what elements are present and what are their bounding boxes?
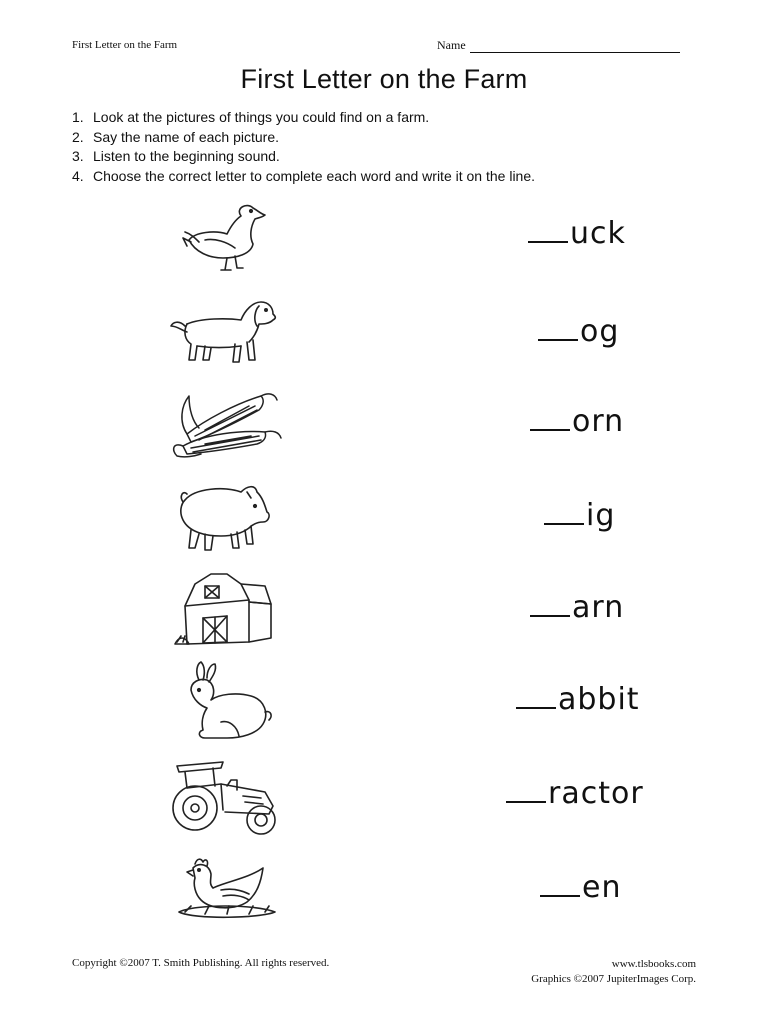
answer-blank[interactable] <box>516 685 556 709</box>
exercise-row-pig <box>0 476 768 566</box>
exercise-row-duck <box>0 196 768 286</box>
tractor-picture <box>165 752 285 836</box>
answer-blank[interactable] <box>528 219 568 243</box>
exercise-row-hen <box>0 848 768 938</box>
footer-credits <box>531 957 696 987</box>
rabbit-picture <box>165 660 285 744</box>
exercise-row-corn <box>0 384 768 474</box>
exercise-row-tractor <box>0 752 768 842</box>
exercise-row-rabbit <box>0 660 768 750</box>
page-title: First Letter on the Farm <box>240 64 528 94</box>
answer-blank[interactable] <box>530 593 570 617</box>
word-og: og <box>538 314 619 349</box>
corn-picture <box>165 384 285 468</box>
name-label: Name <box>437 38 466 52</box>
instruction-item: 3. Listen to the beginning sound. <box>72 148 280 164</box>
instruction-item: 1. Look at the pictures of things you could find on a farm. <box>72 109 430 125</box>
name-field <box>437 38 680 53</box>
graphics-credit: Graphics ©2007 JupiterImages Corp. <box>531 973 696 985</box>
answer-blank[interactable] <box>530 407 570 431</box>
hen-picture <box>165 848 285 932</box>
answer-blank[interactable] <box>544 501 584 525</box>
exercise-row-dog <box>0 290 768 380</box>
instruction-item: 2. Say the name of each picture. <box>72 128 279 145</box>
word-orn: orn <box>530 404 624 439</box>
word-ractor: ractor <box>506 776 644 811</box>
word-arn: arn <box>530 590 624 625</box>
answer-blank[interactable] <box>506 779 546 803</box>
pig-picture <box>165 476 285 560</box>
instruction-item: 4. Choose the correct letter to complete each word and write it on the line. <box>72 167 536 184</box>
answer-blank[interactable] <box>540 873 580 897</box>
instructions-list <box>72 108 535 186</box>
word-abbit: abbit <box>516 682 640 717</box>
website-link[interactable]: www.tlsbooks.com <box>611 958 696 970</box>
name-blank-line <box>470 40 680 53</box>
word-ig: ig <box>544 498 615 533</box>
header-worksheet-title: First Letter on the Farm <box>72 39 178 51</box>
barn-picture <box>165 570 285 654</box>
copyright-notice: Copyright ©2007 T. Smith Publishing. All rights reserved. <box>72 957 330 969</box>
exercise-row-barn <box>0 570 768 660</box>
word-en: en <box>540 870 621 905</box>
word-uck: uck <box>528 216 626 251</box>
dog-picture <box>165 290 285 374</box>
duck-picture <box>165 196 285 280</box>
answer-blank[interactable] <box>538 317 578 341</box>
